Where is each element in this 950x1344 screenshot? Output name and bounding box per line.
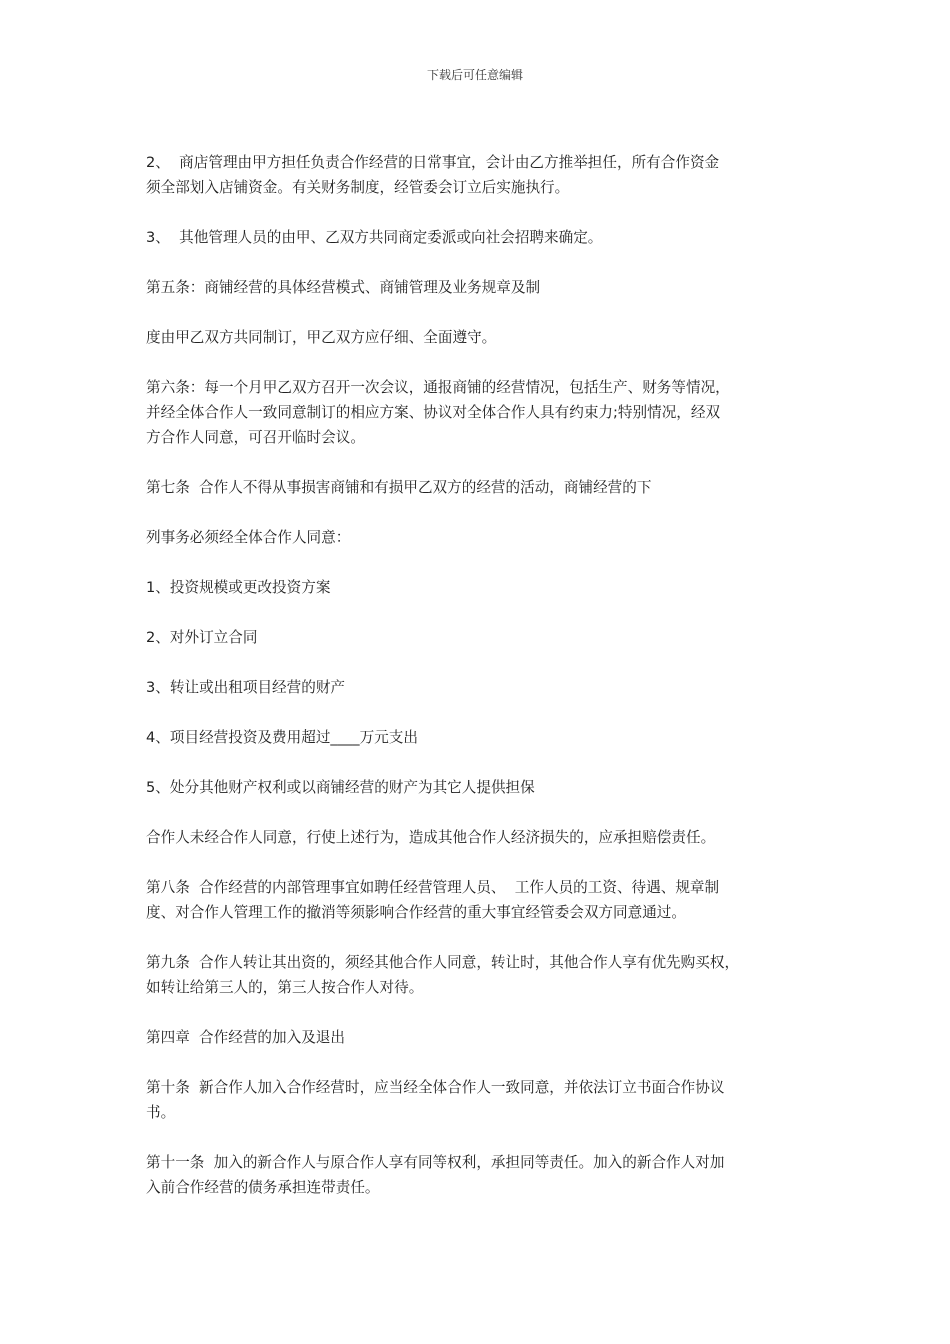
paragraph [146, 1025, 826, 1050]
paragraph-line: 3、转让或出租项目经营的财产 [146, 679, 346, 696]
paragraph [146, 275, 826, 300]
paragraph-line: 须全部划入店铺资金。有关财务制度，经管委会订立后实施执行。 [146, 179, 570, 196]
paragraph-line: 第十一条 加入的新合作人与原合作人享有同等权利，承担同等责任。加入的新合作人对加 [146, 1154, 725, 1171]
paragraph-line: 度、对合作人管理工作的撤消等须影响合作经营的重大事宜经管委会双方同意通过。 [146, 904, 686, 921]
paragraph-line: 合作人未经合作人同意，行使上述行为，造成其他合作人经济损失的，应承担赔偿责任。 [146, 829, 716, 846]
paragraph [146, 950, 826, 1000]
paragraph [146, 625, 826, 650]
paragraph-line: 如转让给第三人的，第三人按合作人对待。 [146, 979, 424, 996]
paragraph-line: 3、 其他管理人员的由甲、乙双方共同商定委派或向社会招聘来确定。 [146, 229, 603, 246]
paragraph [146, 875, 826, 925]
paragraph-line: 第九条 合作人转让其出资的，须经其他合作人同意，转让时，其他合作人享有优先购买权， [146, 954, 740, 971]
paragraph-line: 2、 商店管理由甲方担任负责合作经营的日常事宜，会计由乙方推举担任，所有合作资金 [146, 154, 720, 171]
page-header: 下载后可任意编辑 [426, 68, 523, 82]
paragraph [146, 825, 826, 850]
paragraph [146, 225, 826, 250]
paragraph [146, 150, 826, 200]
paragraph-line: 5、处分其他财产权利或以商铺经营的财产为其它人提供担保 [146, 779, 535, 796]
paragraph [146, 1075, 826, 1125]
paragraph-line: 并经全体合作人一致同意制订的相应方案、协议对全体合作人具有约束力;特别情况，经双 [146, 404, 721, 421]
paragraph-line: 第五条：商铺经营的具体经营模式、商铺管理及业务规章及制 [146, 279, 541, 296]
paragraph [146, 1150, 826, 1200]
paragraph [146, 375, 826, 450]
paragraph-line: 第四章 合作经营的加入及退出 [146, 1029, 345, 1046]
paragraph-line: 列事务必须经全体合作人同意： [146, 529, 351, 546]
paragraph [146, 475, 826, 500]
paragraph-line: 第七条 合作人不得从事损害商铺和有损甲乙双方的经营的活动，商铺经营的下 [146, 479, 652, 496]
paragraph-line: 2、对外订立合同 [146, 629, 258, 646]
paragraph-line: 第十条 新合作人加入合作经营时，应当经全体合作人一致同意，并依法订立书面合作协议 [146, 1079, 725, 1096]
paragraph [146, 325, 826, 350]
paragraph-line: 入前合作经营的债务承担连带责任。 [146, 1179, 380, 1196]
paragraph-line: 方合作人同意，可召开临时会议。 [146, 429, 365, 446]
paragraph [146, 525, 826, 550]
paragraph-line: 度由甲乙双方共同制订，甲乙双方应仔细、全面遵守。 [146, 329, 497, 346]
paragraph-line: 书。 [146, 1104, 176, 1121]
paragraph [146, 725, 826, 750]
paragraph [146, 575, 826, 600]
paragraph-line: 1、投资规模或更改投资方案 [146, 579, 331, 596]
paragraph [146, 675, 826, 700]
paragraph-line: 第八条 合作经营的内部管理事宜如聘任经营管理人员、 工作人员的工资、待遇、规章制 [146, 879, 720, 896]
paragraph-line: 4、项目经营投资及费用超过____万元支出 [146, 729, 418, 746]
paragraph-line: 第六条：每一个月甲乙双方召开一次会议，通报商铺的经营情况，包括生产、财务等情况， [146, 379, 730, 396]
paragraph [146, 775, 826, 800]
